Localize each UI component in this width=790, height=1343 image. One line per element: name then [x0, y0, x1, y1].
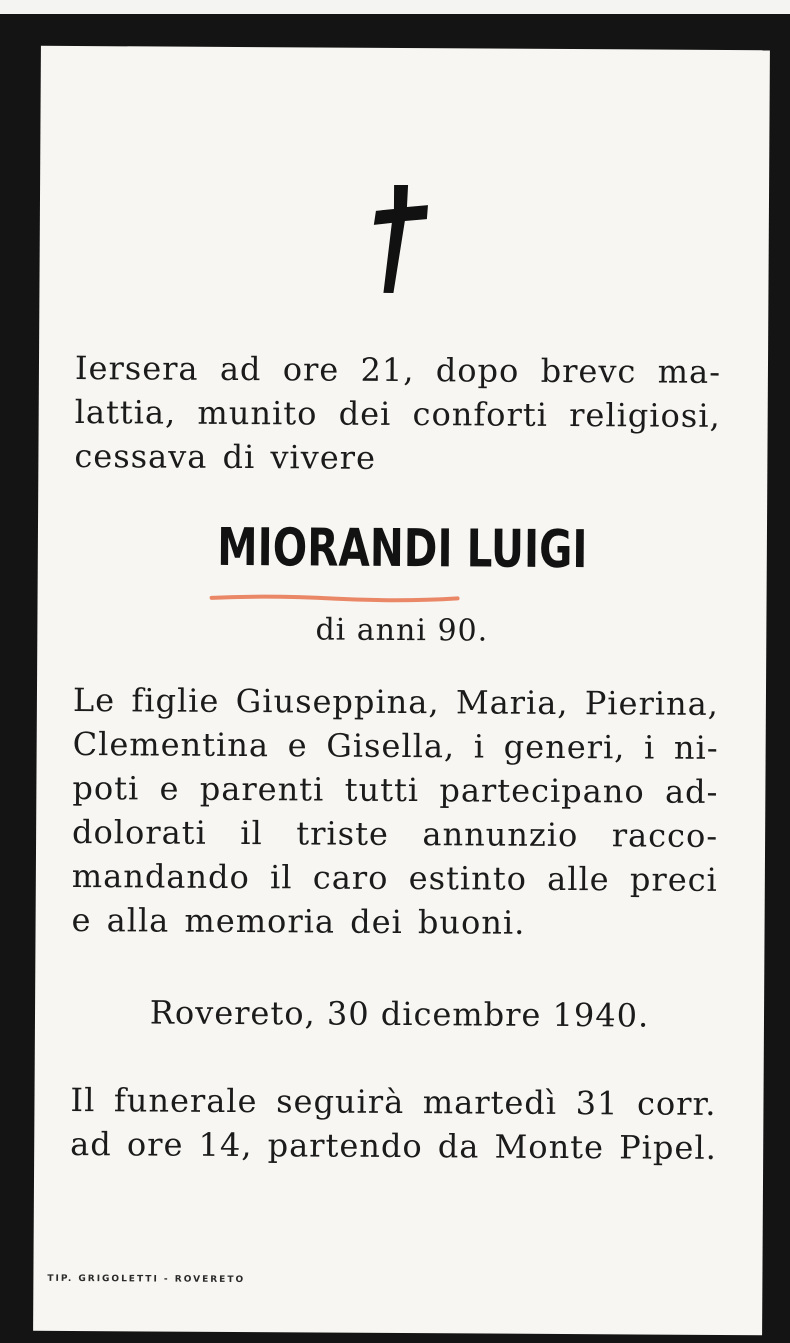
- intro-line: cessava di vivere: [74, 436, 377, 477]
- deceased-age: di anni 90.: [315, 612, 489, 649]
- funeral-line: Il funerale seguirà martedì 31 corr.: [70, 1080, 717, 1123]
- announcement-paragraph: [71, 678, 719, 946]
- latin-cross-icon: [369, 183, 430, 295]
- printer-imprint: TIP. GRIGOLETTI - ROVERETO: [47, 1273, 246, 1286]
- intro-line: Iersera ad ore 21, dopo brevc ma-: [74, 348, 722, 391]
- scan-edge-strip: [0, 0, 790, 14]
- pencil-underline-mark: [210, 594, 460, 604]
- announcement-line: mandando il caro estinto alle preci: [71, 856, 718, 899]
- intro-line: lattia, munito dei conforti religiosi,: [74, 392, 721, 435]
- mourning-card: [33, 46, 770, 1335]
- funeral-paragraph: [70, 1078, 717, 1170]
- announcement-line: poti e parenti tutti partecipano ad-: [72, 768, 719, 811]
- place-and-date: Rovereto, 30 dicembre 1940.: [149, 993, 650, 1035]
- deceased-name: MIORANDI LUIGI: [217, 517, 588, 581]
- announcement-line: Le figlie Giuseppina, Maria, Pierina,: [72, 680, 720, 723]
- intro-paragraph: [74, 346, 721, 482]
- announcement-line: dolorati il triste annunzio racco-: [72, 812, 719, 855]
- announcement-line: Clementina e Gisella, i generi, i ni-: [72, 724, 719, 767]
- announcement-line: e alla memoria dei buoni.: [71, 900, 526, 942]
- funeral-line: ad ore 14, partendo da Monte Pipel.: [70, 1124, 717, 1167]
